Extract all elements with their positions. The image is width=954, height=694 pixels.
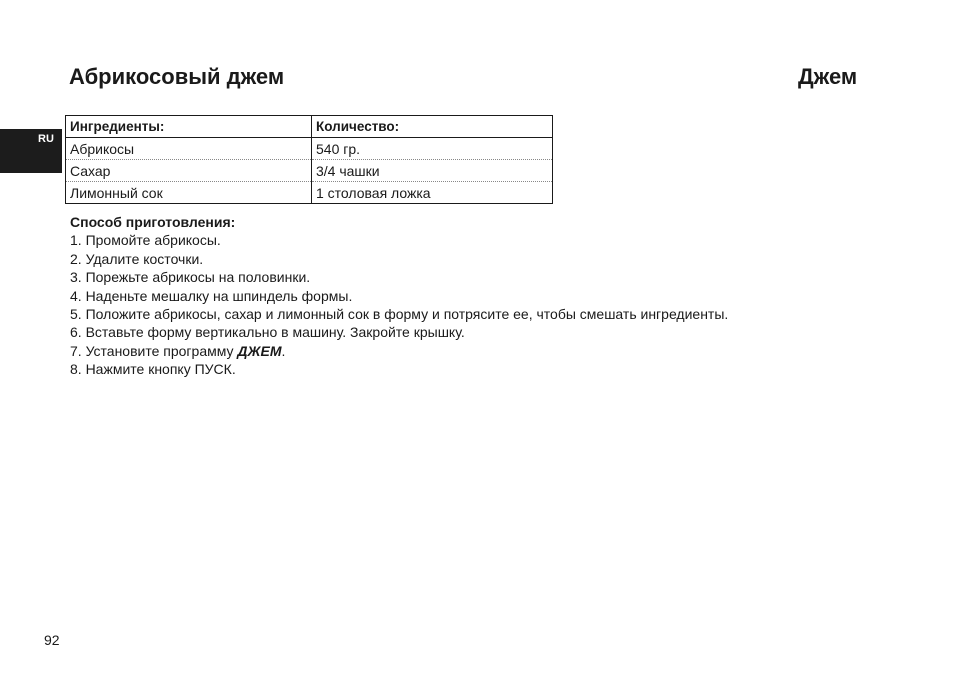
method-step: 8. Нажмите кнопку ПУСК. xyxy=(70,361,236,378)
language-tab xyxy=(0,129,62,173)
step-7-prefix: 7. Установите программу xyxy=(70,342,238,359)
ingredient-cell: Абрикосы xyxy=(66,138,312,160)
method-steps xyxy=(70,231,890,378)
method-section xyxy=(70,213,890,379)
method-title: Способ приготовления: xyxy=(70,214,236,230)
method-step: 3. Порежьте абрикосы на половинки. xyxy=(70,269,311,286)
quantity-cell: 540 гр. xyxy=(312,138,553,160)
method-step xyxy=(70,342,890,360)
method-step: 4. Наденьте мешалку на шпиндель формы. xyxy=(70,287,353,304)
ingredients-header: Ингредиенты: xyxy=(66,116,312,138)
section-title: Джем xyxy=(798,64,858,89)
ingredients-table xyxy=(65,115,553,204)
program-name: ДЖЕМ xyxy=(237,342,282,359)
page-number: 92 xyxy=(44,632,60,648)
table-row xyxy=(66,160,553,182)
quantity-header: Количество: xyxy=(312,116,553,138)
ingredient-cell: Лимонный сок xyxy=(66,182,312,204)
language-label: RU xyxy=(38,133,54,145)
quantity-cell: 1 столовая ложка xyxy=(316,184,431,201)
ingredient-cell: Сахар xyxy=(66,160,312,182)
recipe-title: Абрикосовый джем xyxy=(69,64,285,89)
method-step: 2. Удалите косточки. xyxy=(70,250,204,267)
method-step: 6. Вставьте форму вертикально в машину. Закройте крышку. xyxy=(70,324,465,341)
method-step: 1. Промойте абрикосы. xyxy=(70,232,221,249)
step-7-suffix: . xyxy=(281,342,286,359)
quantity-cell: 3/4 чашки xyxy=(312,160,553,182)
table-row xyxy=(66,138,553,160)
table-header-row xyxy=(66,116,553,138)
table-row xyxy=(66,182,553,204)
method-step: 5. Положите абрикосы, сахар и лимонный сок в форму и потрясите ее, чтобы смешать ингредиенты. xyxy=(70,306,729,323)
